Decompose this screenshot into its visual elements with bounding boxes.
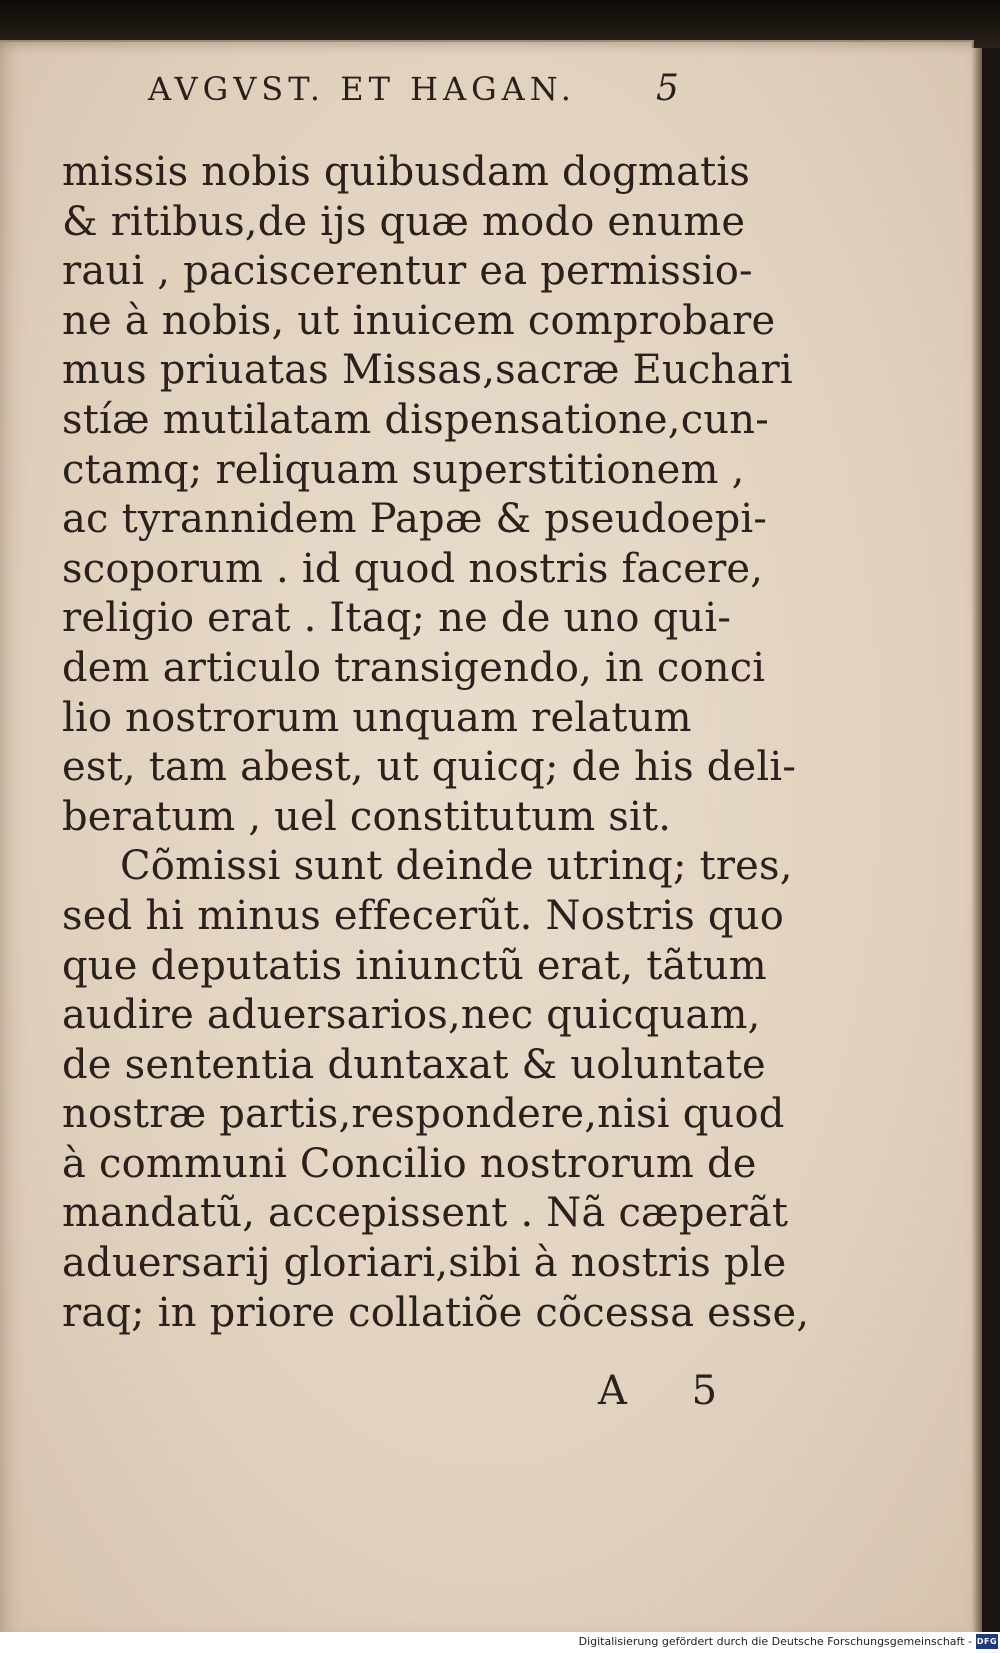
text-line: scoporum . id quod nostris facere, (62, 545, 764, 592)
text-line: que deputatis iniunctũ erat, tãtum (62, 942, 767, 989)
text-line: stíæ mutilatam dispensatione,cun- (62, 396, 769, 443)
text-line: aduersarij gloriari,sibi à nostris ple (62, 1240, 787, 1287)
text-line: de sententia duntaxat & uoluntate (62, 1041, 766, 1088)
text-line: audire aduersarios,nec quicquam, (62, 992, 761, 1039)
text-line: & ritibus,de ijs quæ modo enume (62, 198, 746, 245)
text-line: missis nobis quibusdam dogmatis (62, 149, 751, 195)
text-line: ne à nobis, ut inuicem comprobare (62, 297, 776, 344)
paragraph-start-line: Cõmissi sunt deinde utrinq; tres, (120, 843, 793, 890)
text-line: ac tyrannidem Papæ & pseudoepi- (62, 496, 768, 543)
text-line: mandatũ, accepissent . Nã cæperãt (62, 1190, 789, 1237)
footer-bar (0, 1632, 1000, 1653)
text-line: sed hi minus effecerũt. Nostris quo (62, 892, 784, 939)
dfg-logo-icon: DFG (976, 1634, 998, 1649)
text-line: à communi Concilio nostrorum de (62, 1140, 757, 1187)
text-line: ctamq; reliquam superstitionem , (62, 446, 745, 493)
text-line: beratum , uel constitutum sit. (62, 793, 672, 840)
running-title: AVGVST. ET HAGAN. (148, 70, 576, 108)
text-line: raui , paciscerentur ea permissio- (62, 248, 753, 295)
text-line: mus priuatas Missas,sacræ Euchari (62, 347, 793, 394)
running-head (138, 68, 698, 128)
text-line: lio nostrorum unquam relatum (62, 694, 692, 741)
text-line: religio erat . Itaq; ne de uno qui- (62, 595, 732, 642)
signature-mark: A 5 (598, 1368, 744, 1414)
body-text (62, 148, 810, 1336)
text-line: nostræ partis,respondere,nisi quod (62, 1091, 785, 1138)
page-edge (972, 48, 982, 1632)
funding-credit: Digitalisierung gefördert durch die Deutsche Forschungsgemeinschaft - (578, 1635, 972, 1648)
text-line: raq; in priore collatiõe cõcessa esse, (62, 1289, 810, 1336)
text-line: dem articulo transigendo, in conci (62, 644, 766, 691)
text-line: est, tam abest, ut quicq; de his deli- (62, 744, 797, 791)
page-number: 5 (656, 68, 679, 109)
